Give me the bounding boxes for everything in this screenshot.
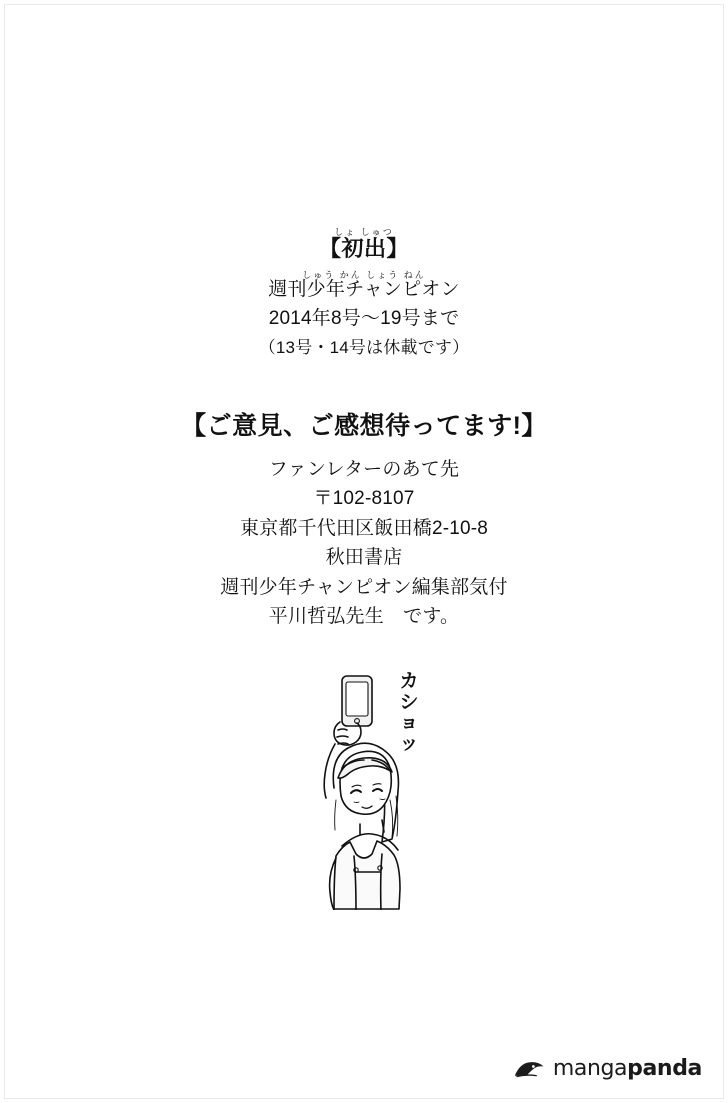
sfx-text: カショッ bbox=[399, 671, 419, 754]
first-publication-block bbox=[0, 228, 728, 361]
contact-postal-code: 〒102-8107 bbox=[313, 488, 415, 509]
contact-publisher: 秋田書店 bbox=[325, 547, 403, 568]
panda-icon bbox=[513, 1058, 547, 1080]
ruby-text: しょ しゅつ bbox=[334, 227, 394, 237]
mangapanda-logo bbox=[513, 1056, 702, 1081]
contact-block bbox=[0, 408, 728, 633]
ruby-text: しゅう かん しょう ねん bbox=[302, 269, 426, 280]
first-publication-line-3: （13号・14号は休載です） bbox=[258, 337, 470, 357]
contact-heading: 【ご意見、ご感想待ってます!】 bbox=[181, 412, 547, 440]
ruby-group bbox=[268, 271, 459, 301]
contact-department: 週刊少年チャンピオン編集部気付 bbox=[220, 576, 508, 598]
first-publication-heading-text: 【初出】 bbox=[318, 235, 409, 261]
first-publication-line-2: 2014年8号〜19号まで bbox=[268, 308, 460, 330]
ruby-group bbox=[319, 228, 409, 261]
logo-text-first: manga bbox=[552, 1056, 628, 1081]
contact-line-1: ファンレターのあて先 bbox=[268, 458, 460, 480]
selfie-illustration bbox=[272, 660, 452, 910]
first-publication-line-1 bbox=[0, 271, 728, 304]
contact-address: 東京都千代田区飯田橋2-10-8 bbox=[239, 517, 489, 539]
magazine-name: 週刊少年チャンピオン bbox=[268, 278, 460, 300]
logo-text-second: panda bbox=[627, 1056, 702, 1081]
logo-text bbox=[553, 1056, 702, 1081]
contact-author: 平川哲弘先生 です。 bbox=[268, 606, 460, 627]
first-publication-heading bbox=[0, 228, 728, 265]
